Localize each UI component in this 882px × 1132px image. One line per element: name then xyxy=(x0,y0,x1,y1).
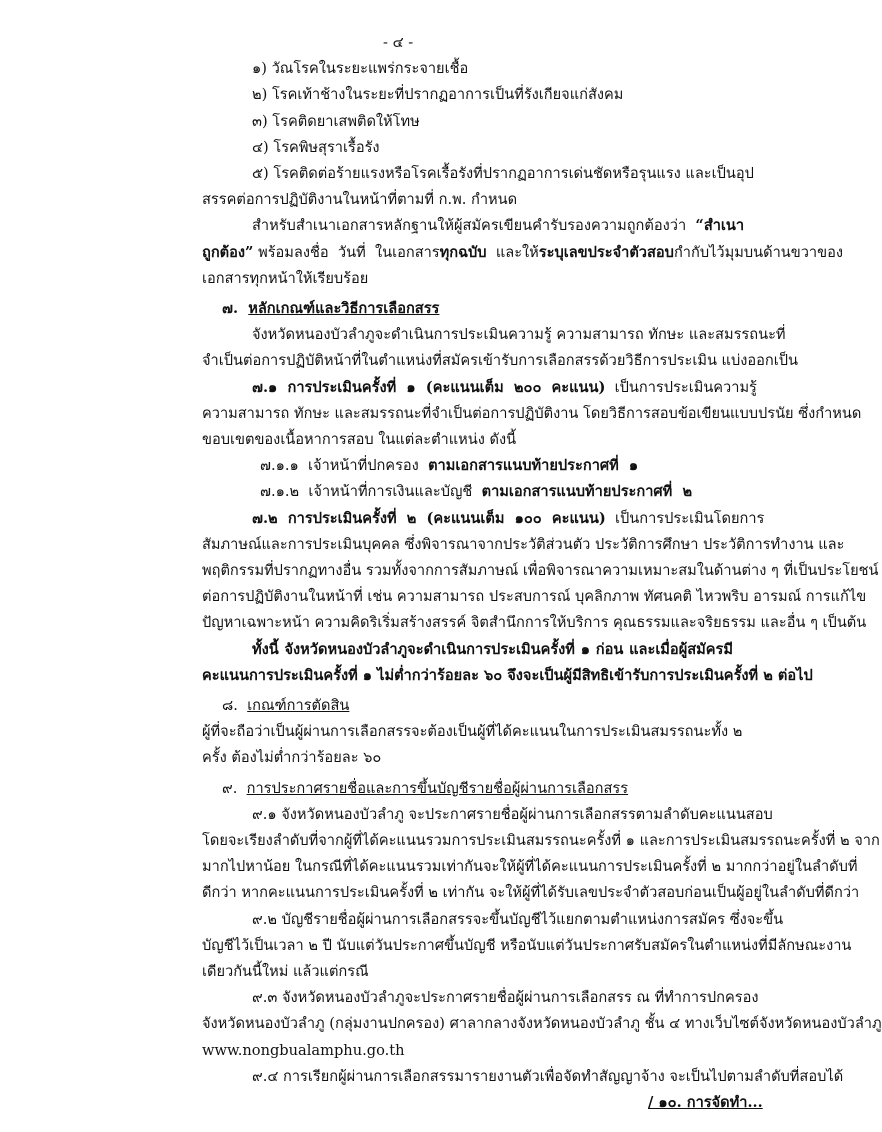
s7-note-line: คะแนนการประเมินครั้งที่ ๑ ไม่ต่ำกว่าร้อยละ ๖๐ จึงจะเป็นผู้มีสิทธิเข้ารับการประเมินครั้งที่ ๒ ต่อไป xyxy=(202,667,813,684)
position-attachment: ตามเอกสารแนบท้ายประกาศที่ ๒ xyxy=(481,483,693,500)
continuation-marker xyxy=(648,1093,763,1113)
section-8-heading xyxy=(222,696,349,716)
s7-round-2-line: พฤติกรรมที่ปรากฏทางอื่น รวมทั้งจากการสัมภาษณ์ เพื่อพิจารณาความเหมาะสมในด้านต่าง ๆ ที่เป็นประโยชน์ xyxy=(202,562,879,579)
list-item-continuation: สรรคต่อการปฏิบัติงานในหน้าที่ตามที่ ก.พ. กำหนด xyxy=(202,191,518,208)
section-title: หลักเกณฑ์และวิธีการเลือกสรร xyxy=(248,300,440,317)
s9-2-line: ๙.๒ บัญชีรายชื่อผู้ผ่านการเลือกสรรจะขึ้นบัญชีไว้แยกตามตำแหน่งการสมัคร ซึ่งจะขึ้น xyxy=(252,911,784,928)
section-title: เกณฑ์การตัดสิน xyxy=(247,697,350,714)
round-2-text: เป็นการประเมินโดยการ xyxy=(605,510,765,527)
continuation-text: / ๑๐. การจัดทำ... xyxy=(648,1094,763,1111)
s7-note-line: ทั้งนี้ จังหวัดหนองบัวลำภูจะดำเนินการประเมินครั้งที่ ๑ ก่อน และเมื่อผู้สมัครมี xyxy=(252,641,733,658)
list-item: ๑) วัณโรคในระยะแพร่กระจายเชื้อ xyxy=(252,60,469,77)
position-2 xyxy=(260,482,692,502)
list-item: ๒) โรคเท้าช้างในระยะที่ปรากฏอาการเป็นที่รังเกียจแก่สังคม xyxy=(252,86,624,103)
certify-text: กำกับไว้มุมบนด้านขวาของ xyxy=(673,244,843,261)
s9-1-line: โดยจะเรียงลำดับที่จากผู้ที่ได้คะแนนรวมการประเมินสมรรถนะครั้งที่ ๑ และการประเมินสมรรถนะครั้งที่ ๒ จาก xyxy=(202,832,880,849)
s9-1-line: มากไปหาน้อย ในกรณีที่ได้คะแนนรวมเท่ากันจะให้ผู้ที่ได้คะแนนการประเมินครั้งที่ ๒ มากกว่าอยู่ในลำดับที่ xyxy=(202,858,858,875)
position-name: ๗.๑.๒ เจ้าหน้าที่การเงินและบัญชี xyxy=(260,483,482,500)
s7-intro-line: จำเป็นต่อการปฏิบัติหน้าที่ในตำแหน่งที่สมัครเข้ารับการเลือกสรรด้วยวิธีการประเมิน แบ่งออกเป็น xyxy=(202,352,798,369)
round-2-title: ๗.๒ การประเมินครั้งที่ ๒ (คะแนนเต็ม ๑๐๐ คะแนน) xyxy=(252,510,606,527)
s7-round-1-line: ความสามารถ ทักษะ และสมรรถนะที่จำเป็นต่อการปฏิบัติงาน โดยวิธีการสอบข้อเขียนแบบปรนัย ซึ่งกำหนด xyxy=(202,405,862,422)
section-title: การประกาศรายชื่อและการขึ้นบัญชีรายชื่อผู้ผ่านการเลือกสรร xyxy=(246,780,629,797)
s7-intro-line: จังหวัดหนองบัวลำภูจะดำเนินการประเมินความรู้ ความสามารถ ทักษะ และสมรรถนะที่ xyxy=(252,326,786,343)
position-name: ๗.๑.๑ เจ้าหน้าที่ปกครอง xyxy=(260,457,429,474)
certify-line-3: เอกสารทุกหน้าให้เรียบร้อย xyxy=(202,270,369,287)
certify-line-1 xyxy=(252,216,745,236)
list-item: ๔) โรคพิษสุราเรื้อรัง xyxy=(252,139,380,156)
section-number: ๗. xyxy=(222,300,239,317)
list-item: ๕) โรคติดต่อร้ายแรงหรือโรคเรื้อรังที่ปรากฏอาการเด่นชัดหรือรุนแรง และเป็นอุป xyxy=(252,165,754,182)
section-7-heading xyxy=(222,299,439,319)
s7-round-2-line: สัมภาษณ์และการประเมินบุคคล ซึ่งพิจารณาจากประวัติส่วนตัว ประวัติการศึกษา ประวัติการทำงาน และ xyxy=(202,536,845,553)
list-item: ๓) โรคติดยาเสพติดให้โทษ xyxy=(252,113,420,130)
section-number: ๘. xyxy=(222,697,238,714)
s9-2-line: เดียวกันนี้ใหม่ แล้วแต่กรณี xyxy=(202,963,369,980)
page-number: - ๔ - xyxy=(383,34,414,51)
s8-line: ผู้ที่จะถือว่าเป็นผู้ผ่านการเลือกสรรจะต้องเป็นผู้ที่ได้คะแนนในการประเมินสมรรถนะทั้ง ๒ xyxy=(202,723,743,740)
round-1-title: ๗.๑ การประเมินครั้งที่ ๑ (คะแนนเต็ม ๒๐๐ คะแนน) xyxy=(252,379,606,396)
s9-1-line: ดีกว่า หากคะแนนการประเมินครั้งที่ ๒ เท่ากัน จะให้ผู้ที่ได้รับเลขประจำตัวสอบก่อนเป็นผู้อยู่ในลำดับที่ดีกว่า xyxy=(202,884,860,901)
certify-exam-id: ระบุเลขประจำตัวสอบ xyxy=(538,244,674,261)
s9-3-line: จังหวัดหนองบัวลำภู (กลุ่มงานปกครอง) ศาลากลางจังหวัดหนองบัวลำภู ชั้น ๔ ทางเว็บไซต์จังหวัดหนองบัวลำภู xyxy=(202,1015,882,1032)
s9-3-line: www.nongbualamphu.go.th xyxy=(202,1042,405,1059)
s7-round-1-line xyxy=(252,378,757,398)
s7-round-1-line: ขอบเขตของเนื้อหาการสอบ ในแต่ละตำแหน่ง ดังนี้ xyxy=(202,431,517,448)
certify-quote-start: “สำเนา xyxy=(695,217,745,234)
certify-text: พร้อมลงชื่อ วันที่ ในเอกสาร xyxy=(253,244,440,261)
s8-line: ครั้ง ต้องไม่ต่ำกว่าร้อยละ ๖๐ xyxy=(202,749,382,766)
certify-all-copies: ทุกฉบับ xyxy=(439,244,487,261)
certify-text: สำหรับสำเนาเอกสารหลักฐานให้ผู้สมัครเขียนคำรับรองความถูกต้องว่า xyxy=(252,217,696,234)
certify-quote-end: ถูกต้อง” xyxy=(202,244,254,261)
section-number: ๙. xyxy=(222,780,238,797)
s9-1-line: ๙.๑ จังหวัดหนองบัวลำภู จะประกาศรายชื่อผู้ผ่านการเลือกสรรตามลำดับคะแนนสอบ xyxy=(252,806,773,823)
s7-round-2-line xyxy=(252,509,765,529)
round-1-text: เป็นการประเมินความรู้ xyxy=(605,379,757,396)
certify-line-2 xyxy=(202,243,843,263)
s9-2-line: บัญชีไว้เป็นเวลา ๒ ปี นับแต่วันประกาศขึ้นบัญชี หรือนับแต่วันประกาศรับสมัครในตำแหน่งที่มีลักษณะงาน xyxy=(202,937,852,954)
section-9-heading xyxy=(222,779,628,799)
certify-text: และให้ xyxy=(486,244,539,261)
position-1 xyxy=(260,456,638,476)
s7-round-2-line: ต่อการปฏิบัติงานในหน้าที่ เช่น ความสามารถ ประสบการณ์ บุคลิกภาพ ทัศนคติ ไหวพริบ อารมณ์ การแก้ไข xyxy=(202,588,867,605)
s7-round-2-line: ปัญหาเฉพาะหน้า ความคิดริเริ่มสร้างสรรค์ จิตสำนึกการให้บริการ คุณธรรมและจริยธรรม และอื่น ๆ เป็นต้น xyxy=(202,614,867,631)
s9-3-line: ๙.๓ จังหวัดหนองบัวลำภูจะประกาศรายชื่อผู้ผ่านการเลือกสรร ณ ที่ทำการปกครอง xyxy=(252,989,759,1006)
position-attachment: ตามเอกสารแนบท้ายประกาศที่ ๑ xyxy=(428,457,639,474)
s9-4-line: ๙.๔ การเรียกผู้ผ่านการเลือกสรรมารายงานตัวเพื่อจัดทำสัญญาจ้าง จะเป็นไปตามลำดับที่สอบได้ xyxy=(252,1068,844,1085)
